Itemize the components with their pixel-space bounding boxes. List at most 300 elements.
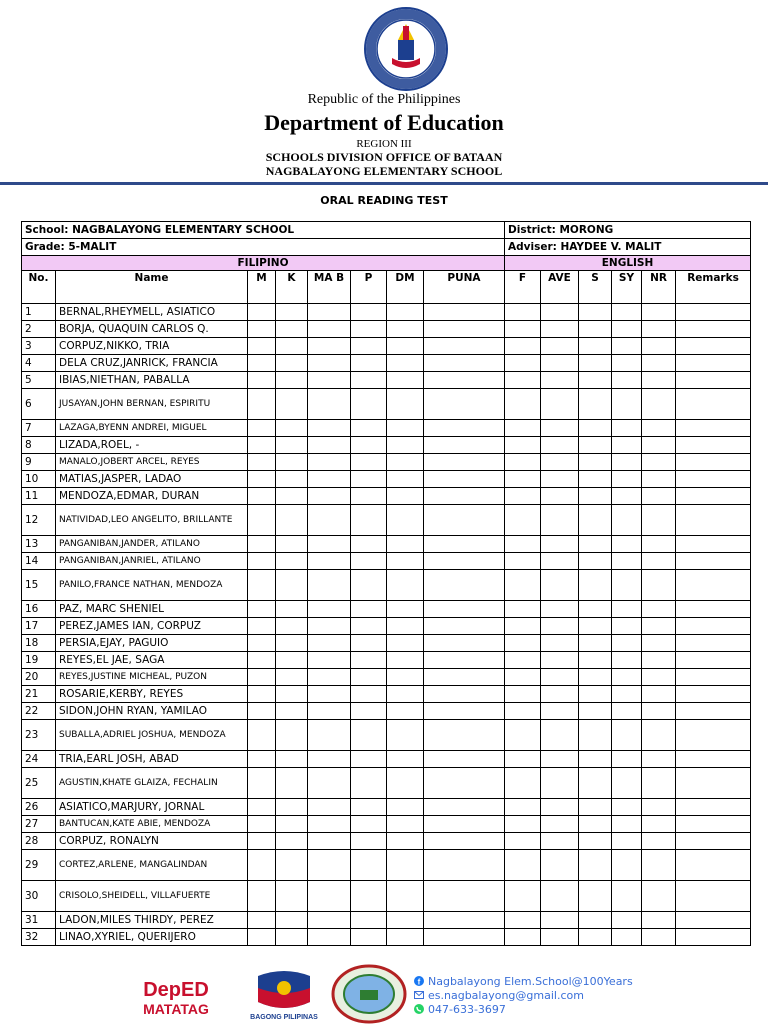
score-cell[interactable] — [248, 720, 276, 751]
score-cell[interactable] — [642, 338, 676, 355]
score-cell[interactable] — [579, 618, 612, 635]
score-cell[interactable] — [308, 686, 351, 703]
score-cell[interactable] — [642, 751, 676, 768]
score-cell[interactable] — [351, 420, 387, 437]
score-cell[interactable] — [387, 471, 424, 488]
score-cell[interactable] — [351, 720, 387, 751]
score-cell[interactable] — [276, 570, 308, 601]
score-cell[interactable] — [642, 850, 676, 881]
score-cell[interactable] — [424, 881, 505, 912]
score-cell[interactable] — [351, 505, 387, 536]
score-cell[interactable] — [541, 570, 579, 601]
score-cell[interactable] — [308, 454, 351, 471]
score-cell[interactable] — [424, 816, 505, 833]
score-cell[interactable] — [505, 881, 541, 912]
score-cell[interactable] — [351, 304, 387, 321]
score-cell[interactable] — [505, 652, 541, 669]
score-cell[interactable] — [248, 768, 276, 799]
score-cell[interactable] — [351, 881, 387, 912]
score-cell[interactable] — [505, 618, 541, 635]
score-cell[interactable] — [351, 372, 387, 389]
score-cell[interactable] — [579, 437, 612, 454]
score-cell[interactable] — [612, 768, 642, 799]
score-cell[interactable] — [276, 321, 308, 338]
score-cell[interactable] — [642, 635, 676, 652]
score-cell[interactable] — [612, 816, 642, 833]
score-cell[interactable] — [676, 321, 751, 338]
score-cell[interactable] — [642, 669, 676, 686]
score-cell[interactable] — [505, 454, 541, 471]
score-cell[interactable] — [276, 420, 308, 437]
score-cell[interactable] — [642, 488, 676, 505]
score-cell[interactable] — [351, 454, 387, 471]
score-cell[interactable] — [505, 355, 541, 372]
score-cell[interactable] — [505, 372, 541, 389]
score-cell[interactable] — [248, 635, 276, 652]
score-cell[interactable] — [505, 321, 541, 338]
score-cell[interactable] — [612, 321, 642, 338]
score-cell[interactable] — [276, 505, 308, 536]
score-cell[interactable] — [351, 703, 387, 720]
score-cell[interactable] — [676, 488, 751, 505]
score-cell[interactable] — [676, 372, 751, 389]
score-cell[interactable] — [387, 703, 424, 720]
score-cell[interactable] — [308, 601, 351, 618]
score-cell[interactable] — [612, 703, 642, 720]
score-cell[interactable] — [351, 799, 387, 816]
score-cell[interactable] — [612, 833, 642, 850]
score-cell[interactable] — [642, 355, 676, 372]
score-cell[interactable] — [505, 304, 541, 321]
score-cell[interactable] — [642, 536, 676, 553]
score-cell[interactable] — [676, 338, 751, 355]
score-cell[interactable] — [248, 912, 276, 929]
score-cell[interactable] — [308, 437, 351, 454]
score-cell[interactable] — [612, 536, 642, 553]
score-cell[interactable] — [642, 881, 676, 912]
score-cell[interactable] — [248, 553, 276, 570]
score-cell[interactable] — [387, 618, 424, 635]
score-cell[interactable] — [612, 389, 642, 420]
score-cell[interactable] — [541, 703, 579, 720]
score-cell[interactable] — [308, 505, 351, 536]
score-cell[interactable] — [505, 505, 541, 536]
score-cell[interactable] — [248, 372, 276, 389]
score-cell[interactable] — [424, 720, 505, 751]
score-cell[interactable] — [387, 389, 424, 420]
score-cell[interactable] — [579, 881, 612, 912]
score-cell[interactable] — [351, 768, 387, 799]
score-cell[interactable] — [676, 389, 751, 420]
score-cell[interactable] — [505, 389, 541, 420]
score-cell[interactable] — [308, 420, 351, 437]
score-cell[interactable] — [248, 488, 276, 505]
score-cell[interactable] — [612, 553, 642, 570]
score-cell[interactable] — [541, 912, 579, 929]
score-cell[interactable] — [276, 912, 308, 929]
score-cell[interactable] — [676, 570, 751, 601]
score-cell[interactable] — [505, 751, 541, 768]
score-cell[interactable] — [308, 816, 351, 833]
score-cell[interactable] — [676, 553, 751, 570]
score-cell[interactable] — [248, 601, 276, 618]
score-cell[interactable] — [642, 768, 676, 799]
score-cell[interactable] — [541, 420, 579, 437]
score-cell[interactable] — [505, 420, 541, 437]
score-cell[interactable] — [612, 304, 642, 321]
score-cell[interactable] — [248, 799, 276, 816]
score-cell[interactable] — [642, 703, 676, 720]
score-cell[interactable] — [541, 454, 579, 471]
score-cell[interactable] — [387, 355, 424, 372]
score-cell[interactable] — [276, 389, 308, 420]
score-cell[interactable] — [308, 321, 351, 338]
score-cell[interactable] — [642, 618, 676, 635]
score-cell[interactable] — [351, 536, 387, 553]
score-cell[interactable] — [541, 471, 579, 488]
score-cell[interactable] — [579, 389, 612, 420]
score-cell[interactable] — [248, 471, 276, 488]
score-cell[interactable] — [579, 420, 612, 437]
score-cell[interactable] — [276, 553, 308, 570]
score-cell[interactable] — [642, 570, 676, 601]
score-cell[interactable] — [276, 437, 308, 454]
score-cell[interactable] — [579, 929, 612, 946]
score-cell[interactable] — [612, 570, 642, 601]
score-cell[interactable] — [387, 505, 424, 536]
score-cell[interactable] — [248, 420, 276, 437]
score-cell[interactable] — [387, 454, 424, 471]
score-cell[interactable] — [505, 929, 541, 946]
score-cell[interactable] — [351, 618, 387, 635]
score-cell[interactable] — [248, 669, 276, 686]
score-cell[interactable] — [308, 669, 351, 686]
score-cell[interactable] — [276, 751, 308, 768]
score-cell[interactable] — [541, 372, 579, 389]
score-cell[interactable] — [676, 652, 751, 669]
score-cell[interactable] — [248, 703, 276, 720]
score-cell[interactable] — [505, 799, 541, 816]
score-cell[interactable] — [351, 488, 387, 505]
score-cell[interactable] — [248, 850, 276, 881]
score-cell[interactable] — [387, 536, 424, 553]
score-cell[interactable] — [276, 652, 308, 669]
score-cell[interactable] — [351, 389, 387, 420]
score-cell[interactable] — [351, 669, 387, 686]
score-cell[interactable] — [248, 505, 276, 536]
score-cell[interactable] — [276, 768, 308, 799]
score-cell[interactable] — [308, 355, 351, 372]
score-cell[interactable] — [424, 437, 505, 454]
score-cell[interactable] — [424, 618, 505, 635]
score-cell[interactable] — [248, 454, 276, 471]
score-cell[interactable] — [642, 304, 676, 321]
score-cell[interactable] — [505, 703, 541, 720]
score-cell[interactable] — [424, 454, 505, 471]
score-cell[interactable] — [387, 720, 424, 751]
score-cell[interactable] — [424, 372, 505, 389]
score-cell[interactable] — [642, 686, 676, 703]
score-cell[interactable] — [676, 505, 751, 536]
score-cell[interactable] — [351, 686, 387, 703]
score-cell[interactable] — [248, 321, 276, 338]
score-cell[interactable] — [387, 881, 424, 912]
score-cell[interactable] — [505, 570, 541, 601]
score-cell[interactable] — [541, 686, 579, 703]
score-cell[interactable] — [541, 816, 579, 833]
score-cell[interactable] — [308, 338, 351, 355]
score-cell[interactable] — [612, 751, 642, 768]
score-cell[interactable] — [541, 618, 579, 635]
score-cell[interactable] — [387, 437, 424, 454]
score-cell[interactable] — [424, 471, 505, 488]
score-cell[interactable] — [387, 751, 424, 768]
score-cell[interactable] — [351, 816, 387, 833]
score-cell[interactable] — [308, 570, 351, 601]
score-cell[interactable] — [612, 601, 642, 618]
score-cell[interactable] — [276, 669, 308, 686]
score-cell[interactable] — [541, 669, 579, 686]
score-cell[interactable] — [579, 850, 612, 881]
score-cell[interactable] — [351, 601, 387, 618]
score-cell[interactable] — [676, 929, 751, 946]
score-cell[interactable] — [424, 703, 505, 720]
score-cell[interactable] — [579, 703, 612, 720]
score-cell[interactable] — [424, 304, 505, 321]
score-cell[interactable] — [248, 437, 276, 454]
score-cell[interactable] — [387, 912, 424, 929]
score-cell[interactable] — [387, 420, 424, 437]
score-cell[interactable] — [676, 768, 751, 799]
score-cell[interactable] — [424, 389, 505, 420]
score-cell[interactable] — [424, 505, 505, 536]
score-cell[interactable] — [387, 601, 424, 618]
score-cell[interactable] — [276, 304, 308, 321]
score-cell[interactable] — [612, 929, 642, 946]
score-cell[interactable] — [612, 437, 642, 454]
score-cell[interactable] — [424, 912, 505, 929]
score-cell[interactable] — [248, 929, 276, 946]
score-cell[interactable] — [612, 652, 642, 669]
score-cell[interactable] — [676, 799, 751, 816]
score-cell[interactable] — [276, 703, 308, 720]
score-cell[interactable] — [541, 768, 579, 799]
score-cell[interactable] — [248, 389, 276, 420]
score-cell[interactable] — [308, 488, 351, 505]
score-cell[interactable] — [612, 850, 642, 881]
score-cell[interactable] — [308, 553, 351, 570]
score-cell[interactable] — [351, 338, 387, 355]
score-cell[interactable] — [308, 833, 351, 850]
score-cell[interactable] — [351, 751, 387, 768]
score-cell[interactable] — [424, 355, 505, 372]
score-cell[interactable] — [276, 536, 308, 553]
score-cell[interactable] — [642, 601, 676, 618]
score-cell[interactable] — [424, 686, 505, 703]
score-cell[interactable] — [642, 553, 676, 570]
score-cell[interactable] — [541, 635, 579, 652]
score-cell[interactable] — [612, 355, 642, 372]
score-cell[interactable] — [387, 833, 424, 850]
score-cell[interactable] — [579, 768, 612, 799]
score-cell[interactable] — [579, 454, 612, 471]
score-cell[interactable] — [676, 471, 751, 488]
score-cell[interactable] — [541, 437, 579, 454]
score-cell[interactable] — [308, 304, 351, 321]
score-cell[interactable] — [387, 553, 424, 570]
score-cell[interactable] — [248, 570, 276, 601]
score-cell[interactable] — [351, 437, 387, 454]
score-cell[interactable] — [579, 601, 612, 618]
score-cell[interactable] — [541, 720, 579, 751]
score-cell[interactable] — [276, 833, 308, 850]
score-cell[interactable] — [505, 635, 541, 652]
score-cell[interactable] — [248, 618, 276, 635]
score-cell[interactable] — [579, 570, 612, 601]
score-cell[interactable] — [387, 850, 424, 881]
score-cell[interactable] — [308, 652, 351, 669]
score-cell[interactable] — [505, 471, 541, 488]
score-cell[interactable] — [248, 304, 276, 321]
score-cell[interactable] — [387, 488, 424, 505]
score-cell[interactable] — [541, 881, 579, 912]
score-cell[interactable] — [276, 338, 308, 355]
score-cell[interactable] — [642, 471, 676, 488]
score-cell[interactable] — [642, 389, 676, 420]
score-cell[interactable] — [351, 321, 387, 338]
score-cell[interactable] — [276, 720, 308, 751]
score-cell[interactable] — [541, 321, 579, 338]
score-cell[interactable] — [308, 536, 351, 553]
score-cell[interactable] — [387, 304, 424, 321]
score-cell[interactable] — [248, 816, 276, 833]
score-cell[interactable] — [387, 686, 424, 703]
score-cell[interactable] — [424, 669, 505, 686]
score-cell[interactable] — [579, 536, 612, 553]
score-cell[interactable] — [642, 372, 676, 389]
score-cell[interactable] — [612, 454, 642, 471]
score-cell[interactable] — [424, 338, 505, 355]
score-cell[interactable] — [579, 635, 612, 652]
score-cell[interactable] — [505, 488, 541, 505]
score-cell[interactable] — [541, 652, 579, 669]
score-cell[interactable] — [387, 799, 424, 816]
score-cell[interactable] — [276, 635, 308, 652]
score-cell[interactable] — [612, 720, 642, 751]
score-cell[interactable] — [612, 635, 642, 652]
score-cell[interactable] — [612, 488, 642, 505]
score-cell[interactable] — [642, 420, 676, 437]
score-cell[interactable] — [505, 536, 541, 553]
score-cell[interactable] — [676, 912, 751, 929]
score-cell[interactable] — [276, 850, 308, 881]
score-cell[interactable] — [351, 355, 387, 372]
score-cell[interactable] — [276, 686, 308, 703]
score-cell[interactable] — [351, 929, 387, 946]
score-cell[interactable] — [276, 454, 308, 471]
score-cell[interactable] — [579, 338, 612, 355]
score-cell[interactable] — [676, 618, 751, 635]
score-cell[interactable] — [248, 833, 276, 850]
score-cell[interactable] — [642, 799, 676, 816]
score-cell[interactable] — [351, 912, 387, 929]
score-cell[interactable] — [424, 601, 505, 618]
score-cell[interactable] — [642, 321, 676, 338]
score-cell[interactable] — [276, 601, 308, 618]
score-cell[interactable] — [424, 321, 505, 338]
score-cell[interactable] — [579, 488, 612, 505]
score-cell[interactable] — [579, 751, 612, 768]
score-cell[interactable] — [541, 751, 579, 768]
score-cell[interactable] — [541, 929, 579, 946]
score-cell[interactable] — [612, 881, 642, 912]
score-cell[interactable] — [676, 751, 751, 768]
score-cell[interactable] — [351, 635, 387, 652]
score-cell[interactable] — [424, 570, 505, 601]
score-cell[interactable] — [541, 833, 579, 850]
score-cell[interactable] — [351, 570, 387, 601]
score-cell[interactable] — [387, 669, 424, 686]
score-cell[interactable] — [612, 420, 642, 437]
score-cell[interactable] — [248, 536, 276, 553]
score-cell[interactable] — [579, 816, 612, 833]
score-cell[interactable] — [579, 799, 612, 816]
score-cell[interactable] — [308, 471, 351, 488]
score-cell[interactable] — [541, 536, 579, 553]
score-cell[interactable] — [612, 669, 642, 686]
score-cell[interactable] — [505, 720, 541, 751]
score-cell[interactable] — [351, 553, 387, 570]
score-cell[interactable] — [248, 338, 276, 355]
score-cell[interactable] — [308, 929, 351, 946]
score-cell[interactable] — [308, 799, 351, 816]
score-cell[interactable] — [612, 912, 642, 929]
score-cell[interactable] — [676, 304, 751, 321]
score-cell[interactable] — [541, 488, 579, 505]
score-cell[interactable] — [676, 833, 751, 850]
score-cell[interactable] — [276, 799, 308, 816]
score-cell[interactable] — [541, 355, 579, 372]
score-cell[interactable] — [387, 372, 424, 389]
score-cell[interactable] — [505, 912, 541, 929]
score-cell[interactable] — [579, 652, 612, 669]
score-cell[interactable] — [248, 652, 276, 669]
score-cell[interactable] — [579, 686, 612, 703]
score-cell[interactable] — [308, 768, 351, 799]
score-cell[interactable] — [541, 389, 579, 420]
score-cell[interactable] — [276, 372, 308, 389]
score-cell[interactable] — [612, 618, 642, 635]
score-cell[interactable] — [248, 881, 276, 912]
score-cell[interactable] — [424, 751, 505, 768]
score-cell[interactable] — [308, 720, 351, 751]
score-cell[interactable] — [276, 355, 308, 372]
score-cell[interactable] — [676, 454, 751, 471]
score-cell[interactable] — [387, 816, 424, 833]
score-cell[interactable] — [642, 652, 676, 669]
score-cell[interactable] — [308, 618, 351, 635]
score-cell[interactable] — [676, 669, 751, 686]
score-cell[interactable] — [642, 505, 676, 536]
score-cell[interactable] — [676, 536, 751, 553]
score-cell[interactable] — [505, 338, 541, 355]
score-cell[interactable] — [505, 768, 541, 799]
score-cell[interactable] — [387, 768, 424, 799]
score-cell[interactable] — [387, 635, 424, 652]
score-cell[interactable] — [351, 850, 387, 881]
score-cell[interactable] — [276, 618, 308, 635]
score-cell[interactable] — [579, 471, 612, 488]
